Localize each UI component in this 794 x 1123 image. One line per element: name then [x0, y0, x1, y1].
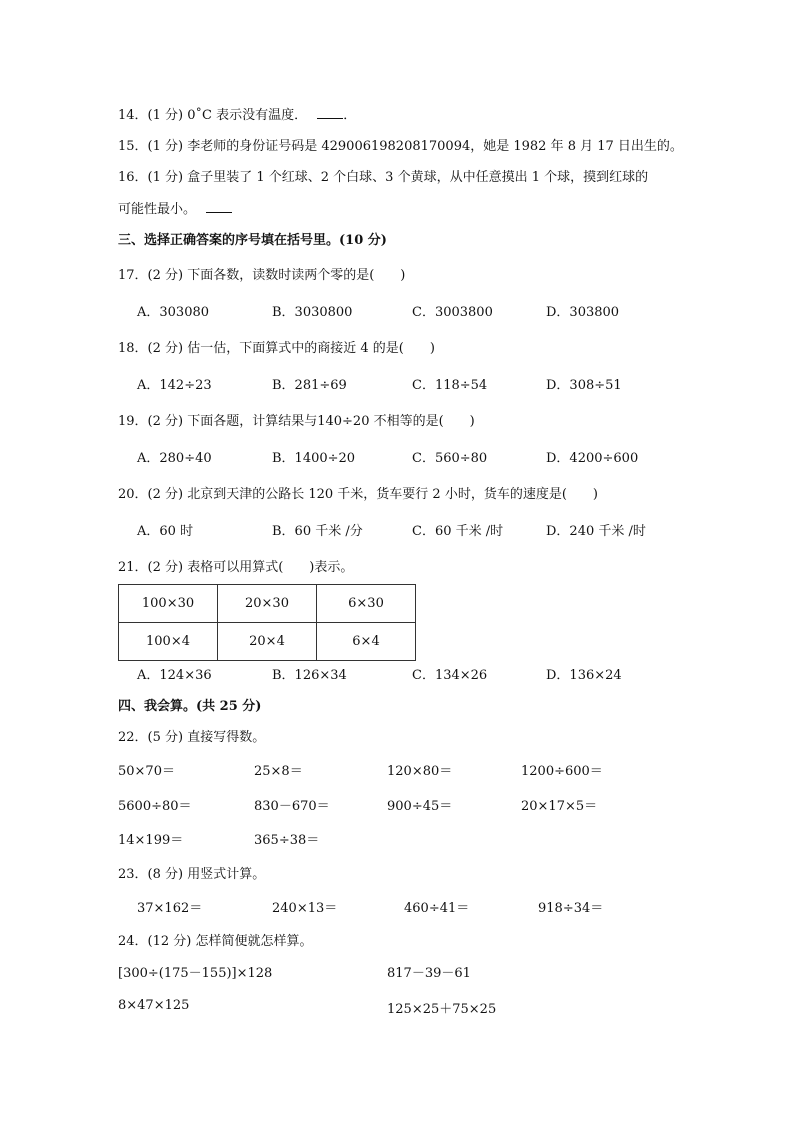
- question-18: 18．(2 分) 估一估，下面算式中的商接近 4 的是( ): [118, 341, 435, 356]
- calc-item: 20×17×5＝: [521, 799, 598, 814]
- question-17: 17．(2 分) 下面各数，读数时读两个零的是( ): [118, 268, 406, 283]
- question-19-options: [0, 447, 794, 465]
- option-c[interactable]: C．118÷54: [412, 378, 488, 393]
- answer-blank[interactable]: [206, 200, 232, 213]
- calc-item: 240×13＝: [272, 901, 338, 916]
- calc-item: 25×8＝: [254, 764, 303, 779]
- option-a[interactable]: A．142÷23: [137, 378, 212, 393]
- question-21-options: [0, 664, 794, 682]
- option-b[interactable]: B．60 千米 /分: [272, 524, 363, 539]
- calc-item: 50×70＝: [118, 764, 175, 779]
- option-d[interactable]: D．240 千米 /时: [546, 524, 646, 539]
- option-b[interactable]: B．126×34: [272, 668, 347, 683]
- table-cell: 20×30: [218, 585, 317, 623]
- option-a[interactable]: A．124×36: [137, 668, 212, 683]
- calc-item: 817－39－61: [387, 966, 471, 981]
- question-23: 23．(8 分) 用竖式计算。: [118, 867, 266, 882]
- section-4-title: 四、我会算。(共 25 分): [118, 699, 262, 714]
- question-20-options: [0, 520, 794, 538]
- question-16-line1: 16．(1 分) 盒子里装了 1 个红球、2 个白球、3 个黄球，从中任意摸出 1 个球，摸到红球的: [118, 170, 649, 185]
- question-16-line2: [118, 198, 232, 217]
- calc-item: 14×199＝: [118, 833, 184, 848]
- table-cell: 100×4: [119, 623, 218, 661]
- option-c[interactable]: C．560÷80: [412, 451, 488, 466]
- question-14: [118, 104, 356, 123]
- question-14-text: 14．(1 分) 0˚C 表示没有温度．: [118, 108, 308, 123]
- option-d[interactable]: D．308÷51: [546, 378, 622, 393]
- question-14-tail: ．: [343, 108, 357, 123]
- option-c[interactable]: C．3003800: [412, 305, 493, 320]
- question-15: [118, 135, 683, 154]
- section-3-title: 三、选择正确答案的序号填在括号里。(10 分): [118, 233, 387, 248]
- calc-item: 8×47×125: [118, 998, 190, 1013]
- table-cell: 6×30: [317, 585, 416, 623]
- answer-blank[interactable]: [317, 106, 343, 119]
- option-c[interactable]: C．134×26: [412, 668, 488, 683]
- calc-item: 37×162＝: [137, 901, 203, 916]
- table-row: [119, 623, 416, 661]
- question-24: 24．(12 分) 怎样简便就怎样算。: [118, 934, 313, 949]
- question-21-table: [118, 584, 416, 661]
- calc-item: [300÷(175－155)]×128: [118, 966, 273, 981]
- question-16-text: 可能性最小。: [118, 202, 197, 217]
- table-cell: 20×4: [218, 623, 317, 661]
- question-18-options: [0, 374, 794, 392]
- option-d[interactable]: D．4200÷600: [546, 451, 639, 466]
- calc-item: 365÷38＝: [254, 833, 320, 848]
- calc-item: 120×80＝: [387, 764, 453, 779]
- option-d[interactable]: D．136×24: [546, 668, 622, 683]
- option-b[interactable]: B．3030800: [272, 305, 353, 320]
- calc-item: 900÷45＝: [387, 799, 453, 814]
- question-22: 22．(5 分) 直接写得数。: [118, 730, 266, 745]
- question-21: 21．(2 分) 表格可以用算式( )表示。: [118, 560, 354, 575]
- calc-item: 5600÷80＝: [118, 799, 192, 814]
- question-19: 19．(2 分) 下面各题，计算结果与140÷20 不相等的是( ): [118, 414, 475, 429]
- option-c[interactable]: C．60 千米 /时: [412, 524, 504, 539]
- option-a[interactable]: A．60 时: [137, 524, 194, 539]
- calc-item: 460÷41＝: [404, 901, 470, 916]
- question-20: 20．(2 分) 北京到天津的公路长 120 千米，货车要行 2 小时，货车的速度是( ): [118, 487, 598, 502]
- option-a[interactable]: A．280÷40: [137, 451, 212, 466]
- calc-item: 830－670＝: [254, 799, 330, 814]
- question-15-text: 15．(1 分) 李老师的身份证号码是 429006198208170094，她是 1982 年 8 月 17 日出生的。: [118, 139, 683, 154]
- calc-item: 125×25＋75×25: [387, 1002, 497, 1017]
- option-b[interactable]: B．281÷69: [272, 378, 347, 393]
- calc-item: 918÷34＝: [538, 901, 604, 916]
- table-cell: 6×4: [317, 623, 416, 661]
- option-d[interactable]: D．303800: [546, 305, 620, 320]
- option-a[interactable]: A．303080: [137, 305, 210, 320]
- question-17-options: [0, 301, 794, 319]
- table-row: [119, 585, 416, 623]
- table-cell: 100×30: [119, 585, 218, 623]
- calc-item: 1200÷600＝: [521, 764, 603, 779]
- option-b[interactable]: B．1400÷20: [272, 451, 356, 466]
